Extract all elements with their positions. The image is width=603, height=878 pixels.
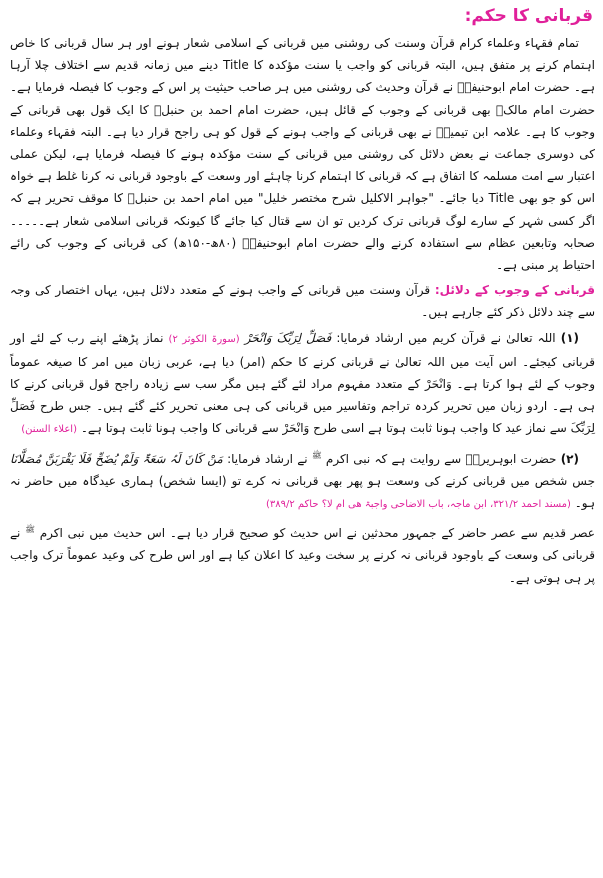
dalil-2-said: نے ارشاد فرمایا:	[227, 451, 308, 466]
dalil-2-translation: جس شخص میں قربانی کرنے کی وسعت ہو پھر بھی قربانی نہ کرے تو (ایسا شخص) ہماری عیدگاہ میں حاضر نہ ہو۔	[10, 473, 595, 511]
closing-text-end: نے قربانی کی وسعت کے باوجود قربانی نہ کرنے پر سخت وعید کا اعلان کیا ہے اور اس طرح کی وعید عموماً ترک واجب پر ہی ہوتی ہے۔	[10, 526, 595, 585]
closing-text-start: عصر قدیم سے عصر حاضر کے جمہور محدثین نے اس حدیث کو صحیح قرار دیا ہے۔ اس حدیث میں نبی اکرم	[39, 526, 595, 541]
pbuh-symbol: ﷺ	[311, 450, 322, 460]
dalil-2-intro: حضرت ابوہریرہؓ سے روایت ہے کہ نبی اکرم	[325, 451, 557, 466]
closing-paragraph	[10, 519, 595, 589]
intro-paragraph: تمام فقہاء وعلماء کرام قرآن وسنت کی روشنی میں قربانی کے اسلامی شعار ہونے اور ہر سال قربانی کا خاص اہتمام کرنے پر متفق ہیں، البتہ قربانی کو واجب یا سنت مؤکدہ کا Title دینے میں زمانہ قدیم سے اختلاف چلا آرہا ہے۔ حضرت امام ابوحنیفہؒ نے قرآن وحدیث کی روشنی میں ہر صاحب حیثیت پر اس کے وجوب کا فیصلہ فرمایا ہے۔ حضرت امام مالکؒ بھی قربانی کے وجوب کے قائل ہیں، حضرت امام احمد بن حنبلؒ کا ایک قول بھی قربانی کے وجوب کا ہے۔ علامہ ابن تیمیہؒ نے بھی قربانی کے واجب ہونے کے قول کو ہی راجح قرار دیا ہے۔ البتہ فقہاء وعلماء کی دوسری جماعت نے بعض دلائل کی روشنی میں قربانی کے سنت مؤکدہ ہونے کا فیصلہ فرمایا ہے، لیکن عملی اعتبار سے امت مسلمہ کا اتفاق ہے کہ قربانی کا اہتمام کرنا چاہئے اور وسعت کے باوجود قربانی نہ کرنا غلط ہے خواہ اس کو جو بھی Title دیا جائے۔ "جواہر الاکلیل شرح مختصر خلیل" میں امام احمد بن حنبلؒ کا موقف تحریر ہے کہ اگر کسی شہر کے سارے لوگ قربانی ترک کردیں تو ان سے قتال کیا جائے گا کیونکہ قربانی اسلامی شعار ہے۔۔۔۔۔ صحابہ وتابعین عظام سے استفادہ کرنے والے حضرت امام ابوحنیفہؒ (۸۰ھ-۱۵۰ھ) کی قربانی کے وجوب کی رائے احتیاط پر مبنی ہے۔	[10, 36, 595, 273]
dalil-1-number: (۱)	[560, 330, 579, 345]
dalil-1-intro: اللہ تعالیٰ نے قرآن کریم میں ارشاد فرمایا:	[336, 330, 556, 345]
dalil-1-surah-ref: (سورۃ الکوثر ۲)	[168, 333, 240, 345]
dalil-2-paragraph	[10, 445, 595, 517]
wujoob-paragraph	[10, 279, 595, 323]
pbuh-symbol-2: ﷺ	[25, 525, 35, 535]
dalil-2-arabic: مَنْ کَانَ لَہُ سَعَۃٌ وَلَمْ یُضَحِّ فَلَا یَقْرَبَنَّ مُصَلَّانَا	[10, 451, 223, 466]
dalil-2-hadith-ref: (مسند احمد ۳۲۱/۲، ابن ماجہ، باب الاضاحی واجبۃ ھی ام لا؟ حاکم ۳۸۹/۲)	[265, 499, 571, 511]
dalil-1-body: نماز پڑھئے اپنے رب کے لئے اور قربانی کیجئے۔ اس آیت میں اللہ تعالیٰ نے قربانی کرنے کا حکم (امر) دیا ہے، عربی زبان میں امر کا صیغہ عموماً وجوب کے لئے ہوا کرتا ہے۔ وَانْحَرْ کے متعدد مفہوم مراد لئے گئے ہیں مگر سب سے زیادہ راجح قول قربانی کرنے کا ہی ہے۔ اردو زبان میں تحریر کردہ تراجم وتفاسیر میں قربانی کی ہی معنی تحریر کئے گئے ہیں۔ جس طرح فَصَلِّ لِرَبِّکَ سے نماز عید کا واجب ہونا ثابت ہوتا ہے اسی طرح وَانْحَرْ سے قربانی کا واجب ہونا ثابت ہوتا ہے۔	[10, 330, 595, 436]
dalil-1-paragraph	[10, 327, 595, 442]
dalil-1-arabic: فَصَلِّ لِرَبِّکَ وَانْحَرْ	[244, 330, 332, 345]
wujoob-heading: قربانی کے وجوب کے دلائل:	[434, 283, 595, 298]
document-title: قربانی کا حکم:	[464, 6, 593, 26]
dalil-1-source-ref: (اعلاء السنن)	[21, 424, 77, 436]
dalil-2-number: (۲)	[560, 451, 579, 466]
wujoob-text: قرآن وسنت میں قربانی کے واجب ہونے کے متعدد دلائل ہیں، یہاں اختصار کی وجہ سے چند دلائل ذکر کئے جارہے ہیں۔	[10, 283, 595, 320]
